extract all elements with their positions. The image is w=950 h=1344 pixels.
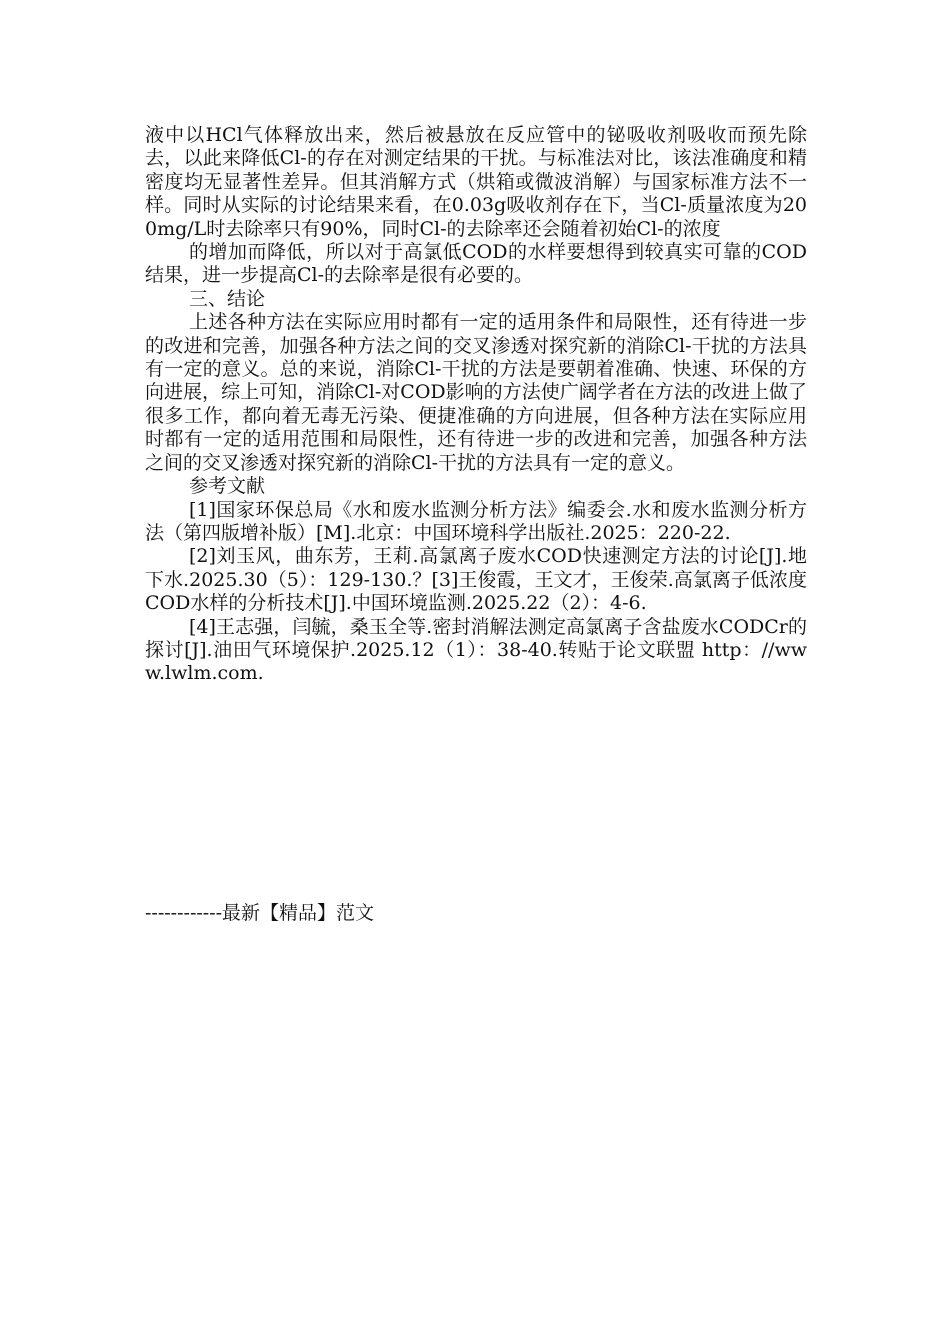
paragraph-conclusion: 上述各种方法在实际应用时都有一定的适用条件和局限性，还有待进一步的改进和完善，加强各种方法之间的交叉渗透对探究新的消除Cl-干扰的方法具有一定的意义。总的来说，消除Cl-干扰的方法是要朝着准确、快速、环保的方向进展，综上可知，消除Cl-对COD影响的方法使广阔学者在方法的改进上做了很多工作，都向着无毒无污染、便捷准确的方向进展，但各种方法在实际应用时都有一定的适用范围和局限性，还有待进一步的改进和完善，加强各种方法之间的交叉渗透对探究新的消除Cl-干扰的方法具有一定的意义。 (145, 311, 807, 474)
paragraph-continued: 液中以HCl气体释放出来，然后被悬放在反应管中的铋吸收剂吸收而预先除去，以此来降低Cl-的存在对测定结果的干扰。与标准法对比，该法准确度和精密度均无显著性差异。但其消解方式（烘箱或微波消解）与国家标准方法不一样。同时从实际的讨论结果来看，在0.03g吸收剂存在下，当Cl-质量浓度为200mg/L时去除率只有90%，同时Cl-的去除率还会随着初始Cl-的浓度 (145, 124, 807, 240)
heading-conclusion: 三、结论 (189, 287, 266, 310)
reference-4: [4]王志强，闫毓，桑玉全等.密封消解法测定高氯离子含盐废水CODCr的探讨[J].油田气环境保护.2025.12（1）：38-40.转贴于论文联盟 http：//www.lwlm.com. (145, 615, 807, 685)
reference-1: [1]国家环保总局《水和废水监测分析方法》编委会.水和废水监测分析方法（第四版增补版）[M].北京：中国环境科学出版社.2025：220-22. (145, 498, 807, 544)
paragraph-removal-rate: 的增加而降低，所以对于高氯低COD的水样要想得到较真实可靠的COD结果，进一步提高Cl-的去除率是很有必要的。 (145, 241, 807, 287)
heading-references: 参考文献 (189, 475, 266, 498)
footer-text: ------------最新【精品】范文 (145, 902, 375, 924)
reference-2-3: [2]刘玉风，曲东芳，王莉.高氯离子废水COD快速测定方法的讨论[J].地下水.2025.30（5）：129-130.？[3]王俊霞，王文才，王俊荣.高氯离子低浓度COD水样的分析技术[J].中国环境监测.2025.22（2）：4-6. (145, 545, 807, 615)
document-body (145, 124, 807, 686)
